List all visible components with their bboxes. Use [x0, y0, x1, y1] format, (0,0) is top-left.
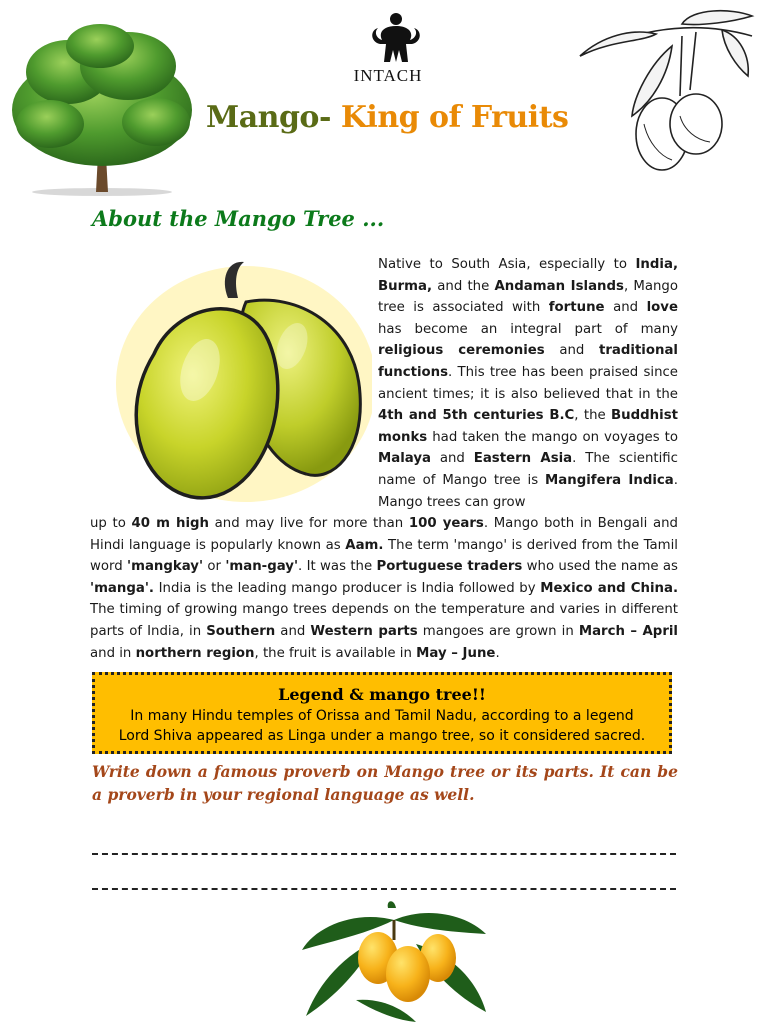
text-run: . — [495, 645, 500, 661]
proverb-prompt: Write down a famous proverb on Mango tree or its parts. It can be a proverb in your regional language as well. — [92, 762, 678, 804]
logo-text: INTACH — [353, 66, 423, 85]
bold-term: Aam. — [345, 537, 384, 553]
text-run: , the fruit is available in — [254, 645, 417, 661]
mango-fruits-image — [296, 900, 492, 1024]
bold-term: Portuguese traders — [376, 559, 523, 575]
text-run: and — [604, 300, 647, 316]
answer-line-1[interactable] — [92, 853, 676, 857]
mango-fruit-image — [96, 254, 372, 510]
page-title — [206, 100, 586, 135]
bold-term: 4th and 5th centuries B.C — [378, 408, 575, 424]
bold-term: traditional functions — [378, 343, 678, 380]
text-run: The term 'mango' is derived from the Tamil word — [90, 537, 678, 575]
legend-title: Legend & mango tree!! — [278, 685, 486, 704]
title-part-1: Mango- — [206, 100, 341, 135]
text-run: mangoes are grown in — [417, 623, 579, 639]
text-run: . The scientific name of Mango tree is — [378, 451, 678, 488]
bold-term: northern region — [135, 645, 255, 661]
title-part-2: King of Fruits — [340, 100, 569, 135]
text-run: and the — [432, 278, 495, 294]
legend-text — [95, 706, 669, 746]
bold-term: 40 m high — [131, 516, 209, 531]
text-run: or — [203, 559, 226, 575]
text-run: and — [544, 343, 599, 359]
bold-term: 'mangkay' — [127, 559, 204, 575]
text-run: The timing of growing mango trees depends on the temperature and varies in different parts of India, in — [90, 602, 678, 639]
bold-term: fortune — [548, 300, 605, 316]
text-run: . This tree has been praised since ancient times; it is also believed that in the — [378, 364, 678, 402]
legend-box — [92, 672, 672, 754]
bold-term: Eastern Asia — [473, 451, 573, 467]
text-run: . Mango both in Bengali and Hindi language is popularly known as — [90, 516, 678, 553]
bold-term: India, — [635, 257, 678, 272]
mango-branch-sketch-image — [572, 6, 762, 178]
text-run: , the — [574, 408, 612, 424]
bold-term: Southern — [206, 623, 276, 639]
bold-term: 'man-gay' — [225, 559, 299, 575]
bold-term: 'manga'. — [90, 580, 154, 596]
bold-term: 100 years — [408, 516, 484, 531]
text-run: and — [275, 623, 311, 639]
bold-term: Buddhist monks — [378, 408, 678, 445]
text-run: and — [430, 451, 474, 467]
bold-term: Andaman Islands — [494, 278, 624, 294]
legend-line-2: Lord Shiva appeared as Linga under a mango tree, so it considered sacred. — [118, 728, 646, 744]
bold-term: Malaya — [378, 451, 431, 467]
text-run: India is the leading mango producer is India followed by — [153, 580, 541, 596]
text-run: who used the name as — [522, 559, 678, 575]
bold-term: religious ceremonies — [378, 343, 545, 359]
bold-term: March – April — [578, 623, 678, 639]
bold-term: Burma, — [378, 278, 433, 294]
body-text-full — [90, 513, 678, 664]
bold-term: May – June — [416, 645, 496, 661]
text-run: . It was the — [298, 559, 377, 575]
answer-line-2[interactable] — [92, 888, 676, 892]
bold-term: Mangifera Indica — [545, 472, 674, 488]
legend-line-1: In many Hindu temples of Orissa and Tamil Nadu, according to a legend — [130, 708, 634, 724]
text-run: , Mango tree is associated with — [378, 278, 679, 316]
bold-term: love — [646, 300, 678, 316]
text-run: and may live for more than — [208, 516, 409, 531]
bold-term: Mexico and China. — [540, 580, 678, 596]
bold-term: Western parts — [310, 623, 418, 639]
text-run: Native to South Asia, especially to — [378, 257, 636, 272]
text-run: up to — [90, 516, 132, 531]
text-run: had taken the mango on voyages to — [427, 429, 678, 445]
section-heading: About the Mango Tree ... — [92, 206, 385, 231]
mango-tree-image — [10, 24, 194, 196]
text-run: . Mango trees can grow — [378, 472, 678, 510]
body-text-column — [378, 254, 678, 513]
text-run: has become an integral part of many — [378, 321, 678, 337]
text-run: and in — [90, 645, 136, 661]
